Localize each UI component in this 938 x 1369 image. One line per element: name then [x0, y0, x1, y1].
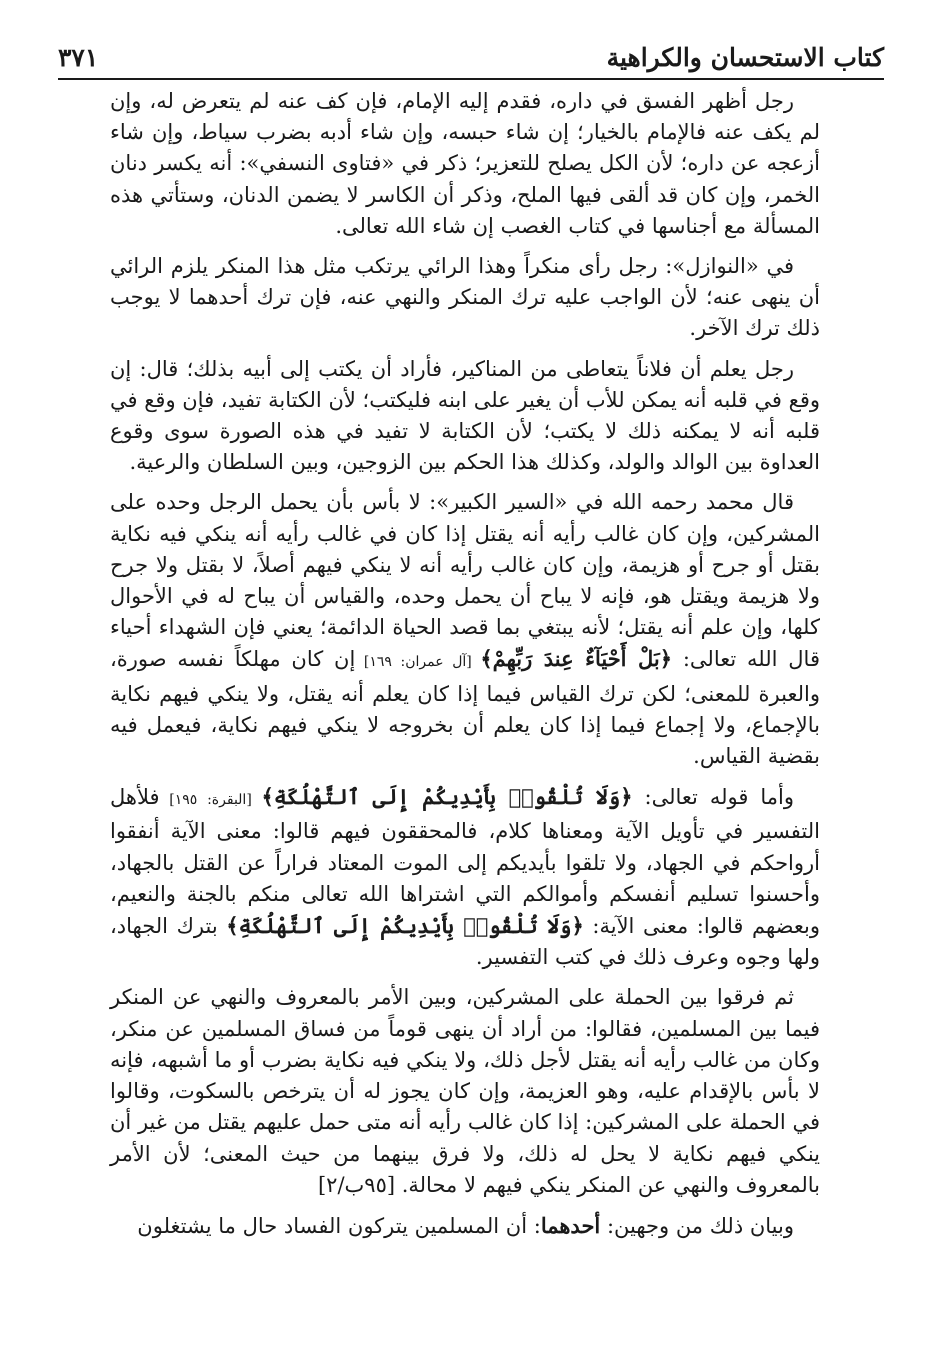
- paragraph-2: في «النوازل»: رجل رأى منكراً وهذا الرائي يرتكب مثل هذا المنكر يلزم الرائي أن ينهى عنه؛ لأن الواجب عليه ترك المنكر والنهي عنه، فإن ترك أحدهما لا يوجب ذلك ترك الآخر.: [110, 254, 820, 341]
- verse-reference: [آل عمران: ١٦٩]: [355, 654, 481, 671]
- running-title: كتاب الاستحسان والكراهية: [606, 43, 884, 72]
- page-body: [110, 86, 820, 1349]
- paragraph-5: [110, 781, 820, 973]
- paragraph-4-text-a: قال محمد رحمه الله في «السير الكبير»: لا بأس بأن يحمل الرجل وحده على المشركين، وإن كان غالب رأيه أنه يقتل إذا كان في غالب رأيه أنه ينكي فيه نكاية بقتل أو جرح أو هزيمة، وإن كان غالب رأيه أنه لا ينكي فيهم أصلاً، لا بقتل ولا جرح ولا هزيمة ويقتل هو، فإنه لا يباح أن يحمل وحده، والقياس أن يباح له في الأحوال كلها، وإن علم أنه يقتل؛ لأنه يبتغي بما قصد الحياة الدائمة؛ يعني فإن الشهداء أحياء قال الله تعالى:: [110, 490, 820, 672]
- quran-verse: ﴿وَلَا تُلْقُوا۟ بِأَيْدِيكُمْ إِلَى ٱلتَّهْلُكَةِ﴾: [226, 913, 584, 939]
- paragraph-4-text-b: إن كان مهلكاً نفسه صورة، والعبرة للمعنى؛ لكن ترك القياس فيما إذا كان يعلم أنه يقتل، ولا ينكي فيهم نكاية بالإجماع، ولا إجماع فيما إذا كان يعلم أن بخروجه لا ينكي فيهم نكاية، فيعمل فيه بقضية القياس.: [110, 647, 820, 769]
- paragraph-5-text-b: فلأهل التفسير في تأويل الآية ومعناها كلام، فالمحققون فيهم قالوا: معنى الآية أنفقوا أرواحكم في الجهاد، ولا تلقوا بأيديكم إلى الموت المعتاد فراراً عن القتل بالجهاد، وأحسنوا تسليم أنفسكم وأموالكم التي اشتراها الله تعالى منكم بالجنة والنعيم، وبعضهم قالوا: معنى الآية:: [110, 785, 820, 939]
- paragraph-6: ثم فرقوا بين الحملة على المشركين، وبين الأمر بالمعروف والنهي عن المنكر فيما بين المسلمين، فقالوا: من أراد أن ينهى قوماً من فساق المسلمين عن منكر، وكان من غالب رأيه أنه يقتل لأجل ذلك، ولا ينكي فيه نكاية بضرب أو ما أشبهه، فإنه لا بأس بالإقدام عليه، وهو العزيمة، وإن كان يجوز له أن يترخص بالسكوت، وقالوا في الحملة على المشركين: إذا كان غالب رأيه أنه متى حمل عليهم يقتل من غير أن ينكي فيهم نكاية لا يحل له ذلك، ولا فرق بينهما من حيث المعنى؛ لأن الأمر بالمعروف والنهي عن المنكر ينكي فيهم لا محالة. [٩٥ب/٢]: [110, 985, 820, 1197]
- paragraph-1: رجل أظهر الفسق في داره، فقدم إليه الإمام، فإن كف عنه لم يتعرض له، وإن لم يكف عنه فالإمام بالخيار؛ إن شاء حبسه، وإن شاء أدبه بضرب سياط، وإن شاء أزعجه عن داره؛ لأن الكل يصلح للتعزير؛ ذكر في «فتاوى النسفي»: أنه يكسر دنان الخمر، وإن كان قد ألقى فيها الملح، وذكر أن الكاسر لا يضمن الدنان، وستأتي هذه المسألة مع أجناسها في كتاب الغصب إن شاء الله تعالى.: [110, 89, 820, 238]
- page-number: ٣٧١: [58, 43, 99, 72]
- paragraph-4: [110, 487, 820, 772]
- quran-verse: ﴿بَلْ أَحْيَآءٌ عِندَ رَبِّهِمْ﴾: [480, 646, 673, 672]
- paragraph-7: [110, 1210, 820, 1242]
- paragraph-7-text-b: : أن المسلمين يتركون الفساد حال ما يشتغلون: [137, 1213, 541, 1238]
- paragraph-7-text-a: وبيان ذلك من وجهين:: [600, 1213, 794, 1238]
- verse-reference: [البقرة: ١٩٥]: [159, 792, 262, 809]
- header-rule: [58, 78, 884, 80]
- quran-verse: ﴿وَلَا تُلْقُوا۟ بِأَيْدِيكُمْ إِلَى ٱلتَّهْلُكَةِ﴾: [261, 784, 633, 810]
- page-header: [58, 38, 884, 74]
- emphasis-term: أحدهما: [540, 1212, 601, 1238]
- paragraph-3: رجل يعلم أن فلاناً يتعاطى من المناكير، فأراد أن يكتب إلى أبيه بذلك؛ قال: إن وقع في قلبه أنه يمكن للأب أن يغير على ابنه فليكتب؛ لأن الكتابة تفيد، فإن وقع في قلبه أنه لا يمكنه ذلك لا يكتب؛ لأن الكتابة لا تفيد في هذه الصورة سوى وقوع العداوة بين الوالد والولد، وكذلك هذا الحكم بين الزوجين، وبين السلطان والرعية.: [110, 356, 820, 475]
- paragraph-5-text-c: بترك الجهاد، ولها وجوه وعرف ذلك في كتب التفسير.: [110, 914, 820, 970]
- paragraph-5-text-a: وأما قوله تعالى:: [632, 785, 794, 810]
